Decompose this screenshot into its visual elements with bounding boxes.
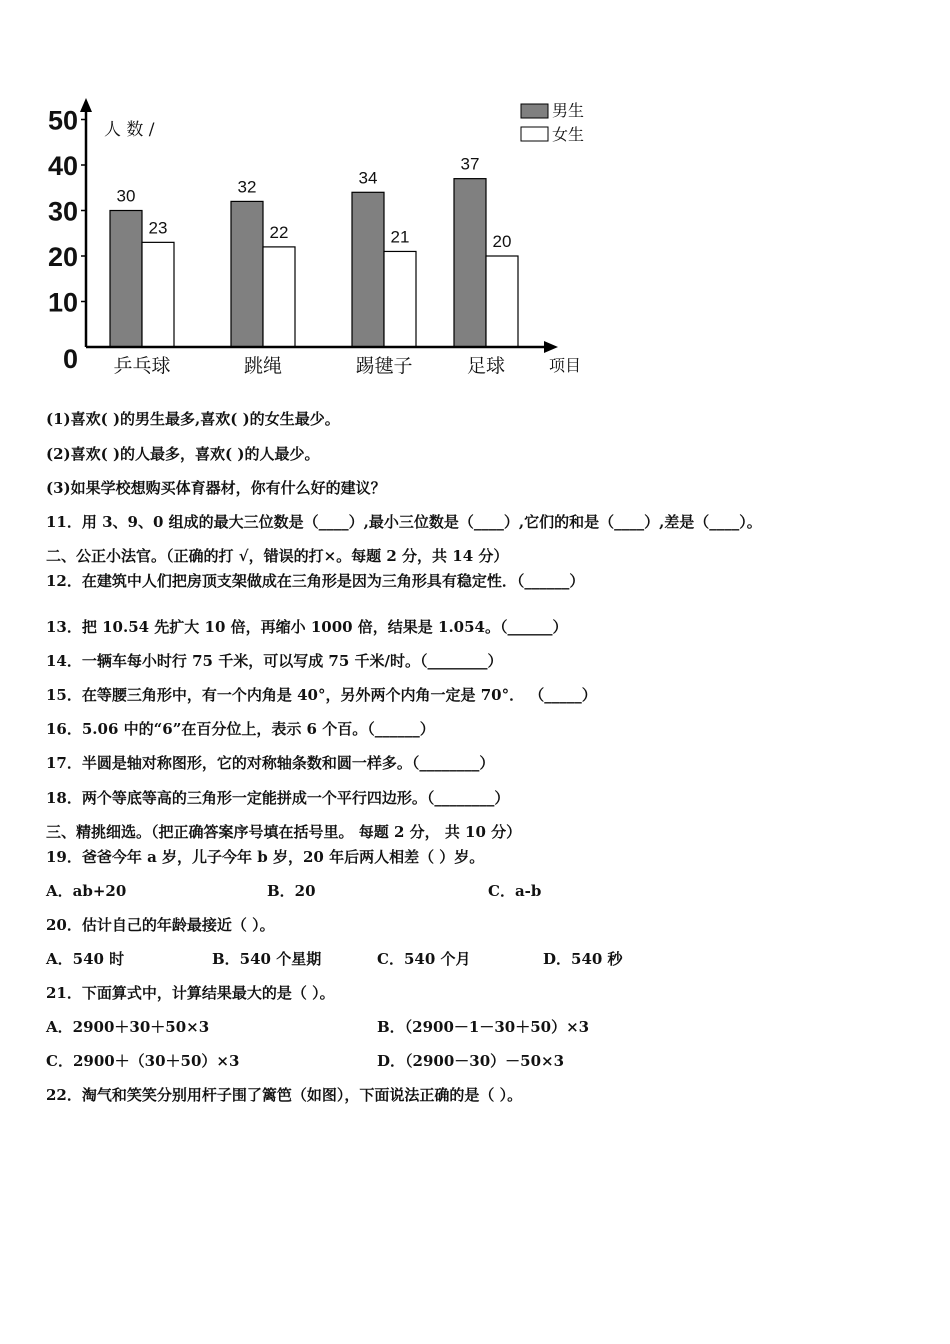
- girls-value-label-3: 21: [390, 227, 410, 247]
- girls-value-label-2: 22: [269, 222, 289, 242]
- legend-swatch-boys: [521, 104, 548, 118]
- category-label-3: 踢毽子: [355, 355, 413, 377]
- y-tick-label-10: 10: [47, 287, 78, 318]
- question-19: 19．爸爸今年 a 岁，儿子今年 b 岁，20 年后两人相差（ ）岁。: [46, 848, 485, 866]
- girls-value-label-1: 23: [148, 218, 168, 238]
- question-17: 17．半圆是轴对称图形，它的对称轴条数和圆一样多。（________）: [46, 754, 495, 772]
- q21-option-d: D．（2900－30）－50×3: [377, 1052, 565, 1070]
- boys-bar-4: [454, 179, 486, 347]
- question-20: 20．估计自己的年龄最接近（ ）。: [46, 916, 275, 934]
- x-axis-arrow: [544, 341, 558, 353]
- question-16: 16．5.06 中的“6”在百分位上，表示 6 个百。（______）: [46, 720, 435, 738]
- q21-option-c: C．2900＋（30＋50）×3: [46, 1052, 240, 1070]
- q21-option-b: B．（2900－1－30＋50）×3: [377, 1018, 590, 1036]
- y-tick-label-20: 20: [47, 242, 78, 272]
- category-label-4: 足球: [466, 355, 506, 377]
- legend-label-boys: 男生: [552, 101, 585, 120]
- q20-option-a: A．540 时: [46, 950, 125, 968]
- y-tick-label-30: 30: [47, 196, 78, 227]
- question-11: 11．用 3、9、0 组成的最大三位数是（____）,最小三位数是（____）,它们的和是（____）,差是（____）。: [46, 513, 762, 531]
- question-18: 18．两个等底等高的三角形一定能拼成一个平行四边形。（________）: [46, 789, 510, 807]
- girls-value-label-4: 20: [492, 232, 512, 251]
- y-axis-arrow: [80, 98, 92, 112]
- q21-option-a: A．2900＋30＋50×3: [46, 1018, 210, 1036]
- q19-option-c: C．a-b: [488, 882, 542, 900]
- boys-value-label-1: 30: [116, 186, 136, 206]
- question-21: 21．下面算式中，计算结果最大的是（ ）。: [46, 984, 335, 1002]
- q20-option-c: C．540 个月: [377, 950, 471, 968]
- girls-bar-1: [142, 242, 174, 347]
- girls-bar-3: [384, 251, 416, 347]
- question-12: 12．在建筑中人们把房顶支架做成在三角形是因为三角形具有稳定性．（______）: [46, 572, 585, 590]
- legend-label-girls: 女生: [552, 125, 585, 144]
- x-axis-label: 项目: [549, 356, 582, 375]
- category-label-2: 跳绳: [243, 355, 283, 377]
- section-3-heading: 三、精挑细选。（把正确答案序号填在括号里。 每题 2 分， 共 10 分）: [46, 823, 522, 841]
- girls-bar-4: [486, 256, 518, 347]
- boys-bar-2: [231, 201, 263, 347]
- boys-value-label-3: 34: [358, 168, 378, 188]
- y-tick-label-40: 40: [47, 151, 78, 181]
- y-axis-label: 人 数 /: [104, 120, 155, 140]
- section-2-heading: 二、公正小法官。（正确的打 √，错误的打×。每题 2 分，共 14 分）: [46, 547, 509, 565]
- y-tick-label-50: 50: [47, 105, 78, 136]
- bar-chart: [40, 92, 600, 392]
- question-1: (1)喜欢( )的男生最多,喜欢( )的女生最少。: [46, 410, 340, 428]
- question-2: (2)喜欢( )的人最多，喜欢( )的人最少。: [46, 445, 320, 463]
- boys-bar-3: [352, 192, 384, 347]
- legend-swatch-girls: [521, 127, 548, 141]
- boys-value-label-2: 32: [237, 177, 257, 197]
- category-label-1: 乒乓球: [113, 355, 171, 377]
- question-15: 15．在等腰三角形中，有一个内角是 40°，另外两个内角一定是 70°． （_____）: [46, 686, 597, 704]
- y-tick-label-0: 0: [62, 344, 78, 374]
- question-22: 22．淘气和笑笑分别用杆子围了篱笆（如图），下面说法正确的是（ ）。: [46, 1086, 523, 1104]
- question-3: (3)如果学校想购买体育器材，你有什么好的建议？: [46, 479, 386, 497]
- q19-option-a: A．ab+20: [46, 882, 127, 900]
- q20-option-d: D．540 秒: [543, 950, 623, 968]
- question-13: 13．把 10.54 先扩大 10 倍，再缩小 1000 倍，结果是 1.054。（______）: [46, 618, 568, 636]
- question-14: 14．一辆车每小时行 75 千米，可以写成 75 千米/时。（________）: [46, 652, 503, 670]
- girls-bar-2: [263, 247, 295, 347]
- q20-option-b: B．540 个星期: [212, 950, 322, 968]
- boys-bar-1: [110, 211, 142, 348]
- boys-value-label-4: 37: [460, 154, 480, 174]
- q19-option-b: B．20: [267, 882, 316, 900]
